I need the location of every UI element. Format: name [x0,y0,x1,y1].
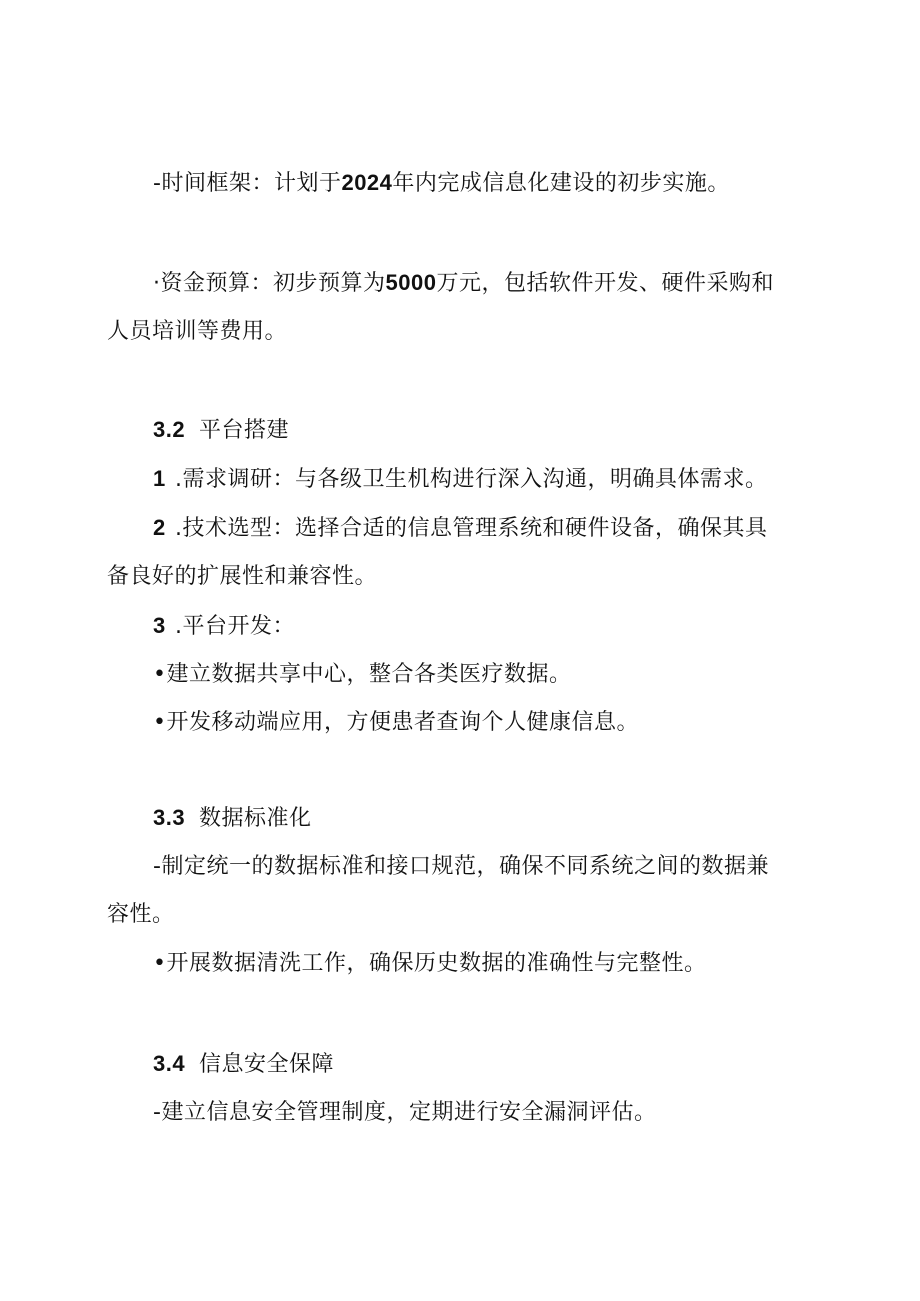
budget-line-1 [153,268,774,299]
list-item-2 [153,513,768,544]
budget-suffix: 万元，包括软件开发、硬件采购和 [436,271,774,296]
list-item-1-number: 1 [153,466,166,491]
time-frame-prefix: -时间框架：计划于 [153,171,342,196]
section-3-3-title: 数据标准化 [199,806,312,831]
section-3-3-para-1-continued: 容性。 [107,902,175,927]
list-item-1-text: .需求调研：与各级卫生机构进行深入沟通，明确具体需求。 [175,467,768,492]
budget-amount: 5000 [385,270,437,295]
list-item-2-continued: 备良好的扩展性和兼容性。 [107,564,378,589]
section-3-4-number: 3.4 [153,1051,186,1076]
time-frame-suffix: 年内完成信息化建设的初步实施。 [392,171,730,196]
section-3-3-number: 3.3 [153,805,186,830]
budget-line-2: 人员培训等费用。 [107,319,288,344]
time-frame-year: 2024 [341,170,393,195]
bullet-item-1: •建立数据共享中心，整合各类医疗数据。 [153,662,572,687]
section-3-4-para-1: -建立信息安全管理制度，定期进行安全漏洞评估。 [153,1100,657,1125]
section-3-4-heading [153,1049,334,1080]
section-3-3-heading [153,803,312,834]
budget-prefix: ·资金预算：初步预算为 [153,271,386,296]
section-3-2-title: 平台搭建 [199,418,290,443]
bullet-item-2: •开发移动端应用，方便患者查询个人健康信息。 [153,710,639,735]
list-item-3 [153,611,295,642]
list-item-2-text: .技术选型：选择合适的信息管理系统和硬件设备，确保其具 [175,516,768,541]
section-3-3-para-2: •开展数据清洗工作，确保历史数据的准确性与完整性。 [153,951,707,976]
time-frame-line [153,168,730,199]
section-3-2-heading [153,415,289,446]
section-3-2-number: 3.2 [153,417,186,442]
list-item-3-number: 3 [153,613,166,638]
list-item-3-text: .平台开发： [175,614,295,639]
section-3-4-title: 信息安全保障 [199,1052,335,1077]
section-3-3-para-1: -制定统一的数据标准和接口规范，确保不同系统之间的数据兼 [153,854,769,879]
list-item-2-number: 2 [153,515,166,540]
list-item-1 [153,464,768,495]
